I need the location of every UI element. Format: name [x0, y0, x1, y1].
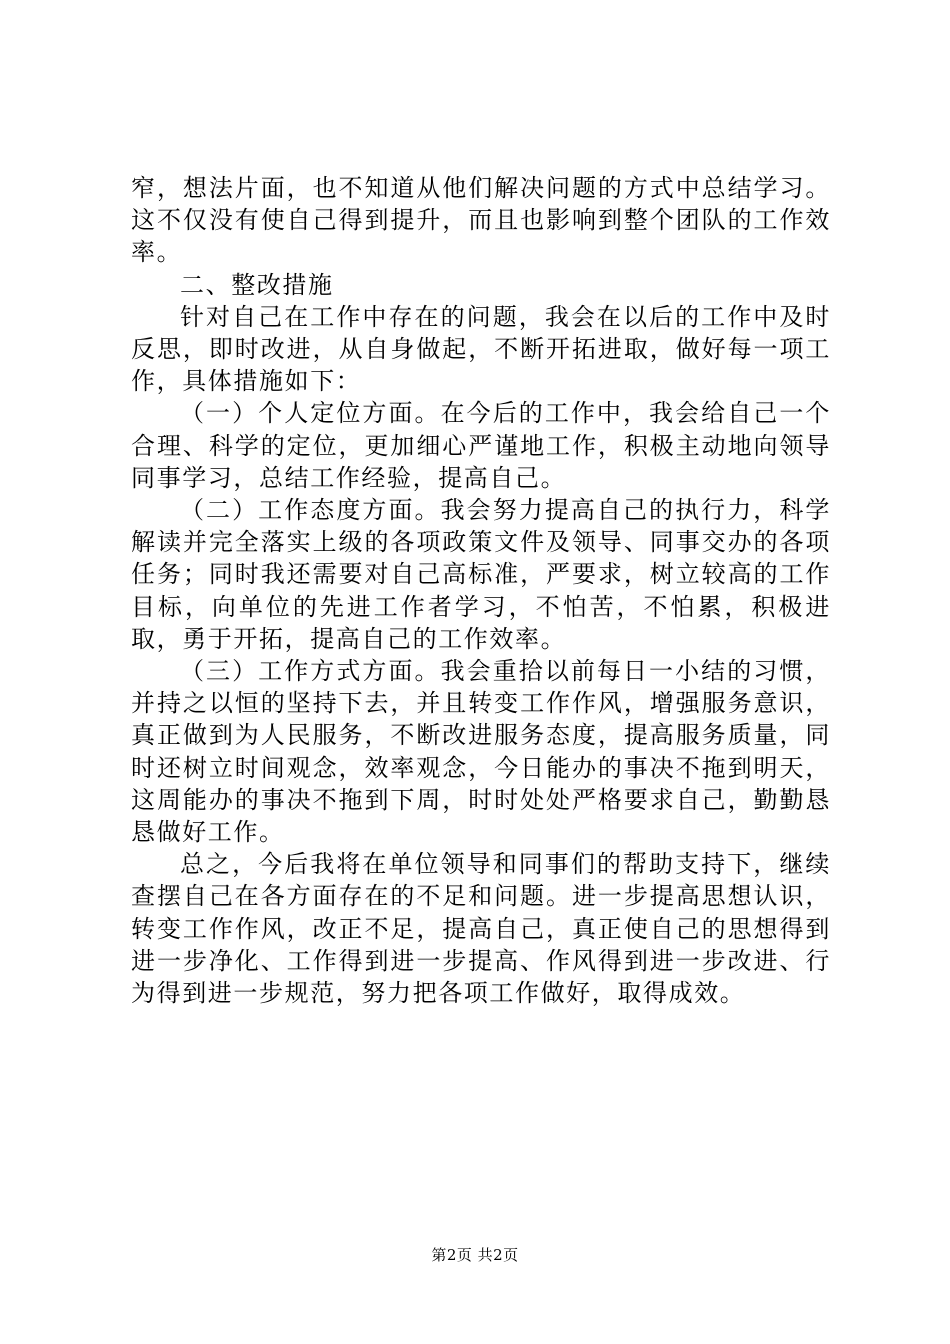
paragraph-summary: 总之，今后我将在单位领导和同事们的帮助支持下，继续查摆自己在各方面存在的不足和问题。进一步提高思想认识，转变工作作风，改正不足，提高自己，真正使自己的思想得到进一步净化、工作得到进一步提高、作风得到进一步改进、行为得到进一步规范，努力把各项工作做好，取得成效。 [131, 850, 831, 1008]
paragraph-measure-positioning: （一）个人定位方面。在今后的工作中，我会给自己一个合理、科学的定位，更加细心严谨地工作，积极主动地向领导同事学习，总结工作经验，提高自己。 [131, 399, 831, 492]
paragraph-measure-attitude: （二）工作态度方面。我会努力提高自己的执行力，科学解读并完全落实上级的各项政策文件及领导、同事交办的各项任务；同时我还需要对自己高标准，严要求，树立较高的工作目标，向单位的先进工作者学习，不怕苦，不怕累，积极进取，勇于开拓，提高自己的工作效率。 [131, 496, 831, 653]
paragraph-measure-method: （三）工作方式方面。我会重拾以前每日一小结的习惯，并持之以恒的坚持下去，并且转变工作作风，增强服务意识，真正做到为人民服务，不断改进服务态度，提高服务质量，同时还树立时间观念，效率观念，今日能办的事决不拖到明天，这周能办的事决不拖到下周，时时处处严格要求自己，勤勤恳恳做好工作。 [131, 657, 831, 847]
page-footer: 第2页 共2页 [431, 1246, 519, 1264]
paragraph-continuation: 窄，想法片面，也不知道从他们解决问题的方式中总结学习。这不仅没有使自己得到提升，而且也影响到整个团队的工作效率。 [131, 174, 831, 267]
paragraph-intro-measures: 针对自己在工作中存在的问题，我会在以后的工作中及时反思，即时改进，从自身做起，不断开拓进取，做好每一项工作，具体措施如下： [131, 302, 831, 396]
document-body [131, 172, 831, 1009]
section-heading-rectification: 二、整改措施 [180, 270, 334, 299]
